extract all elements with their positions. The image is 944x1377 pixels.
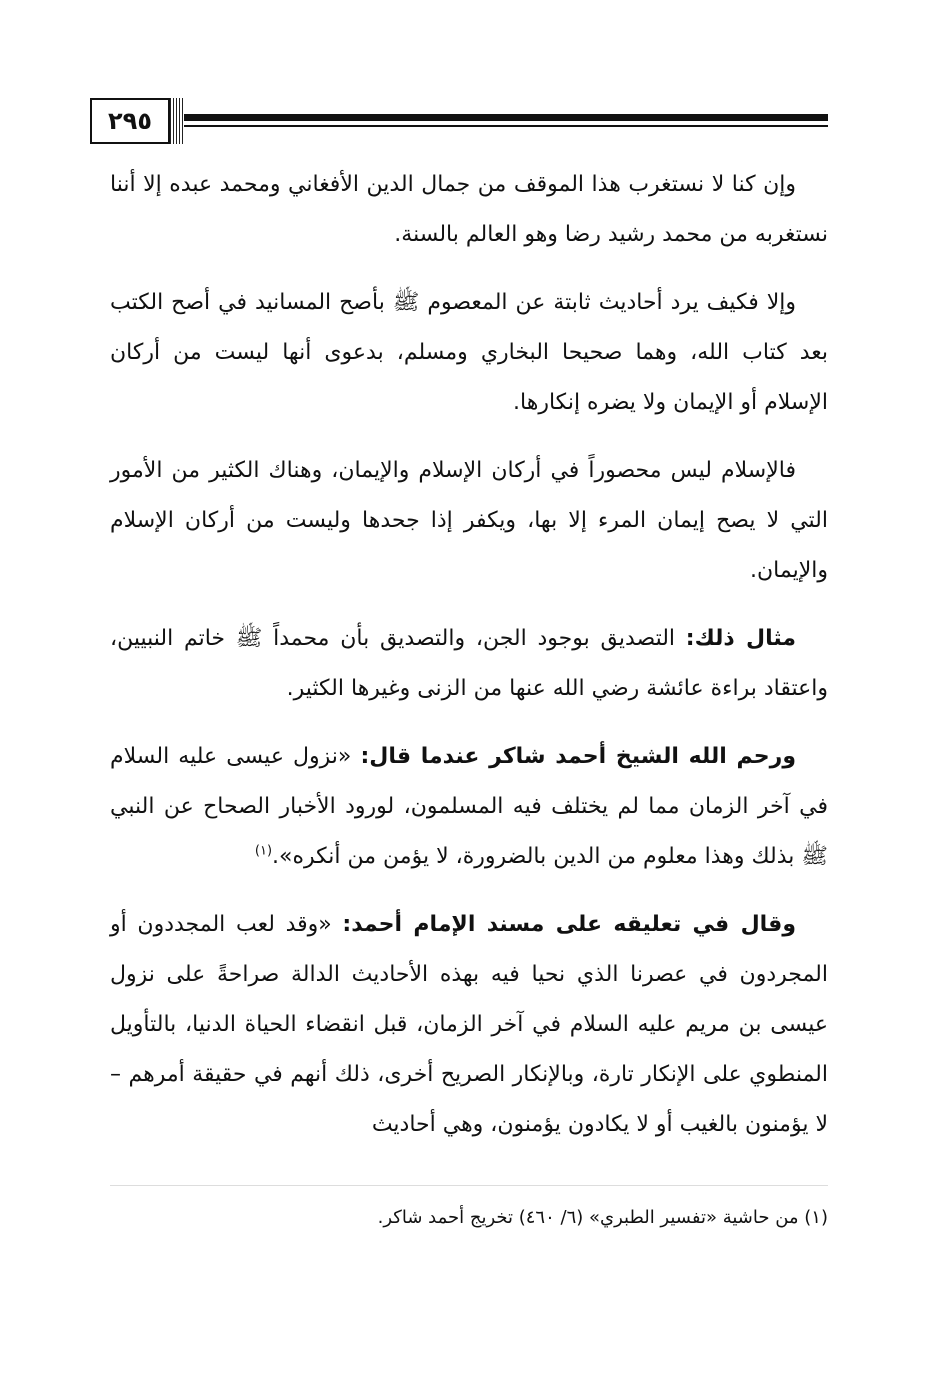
paragraph-text: «نزول عيسى عليه السلام في آخر الزمان مما لم يختلف فيه المسلمون، لورود الأخبار الصحاح عن النبي ﷺ بذلك وهذا معلوم من الدين بالضرورة، لا يؤمن من أنكره». xyxy=(110,744,828,869)
paragraph-1 xyxy=(110,160,828,260)
footnote: (١) من حاشية «تفسير الطبري» (٦/ ٤٦٠) تخريج أحمد شاكر. xyxy=(377,1207,828,1228)
paragraph-lead: وقال في تعليقه على مسند الإمام أحمد: xyxy=(342,912,796,937)
paragraph-5 xyxy=(110,732,828,882)
header-hatch-ornament xyxy=(170,98,184,144)
page-number: ٢٩٥ xyxy=(90,98,170,144)
footnote-reference: (١) xyxy=(254,843,273,859)
main-text xyxy=(110,160,828,1168)
paragraph-text: وإن كنا لا نستغرب هذا الموقف من جمال الدين الأفغاني ومحمد عبده إلا أننا نستغربه من محمد رشيد رضا وهو العالم بالسنة. xyxy=(110,172,828,247)
paragraph-text: فالإسلام ليس محصوراً في أركان الإسلام والإيمان، وهناك الكثير من الأمور التي لا يصح إيمان المرء إلا بها، ويكفر إذا جحدها وليست من أركان الإسلام والإيمان. xyxy=(110,458,828,583)
paragraph-text: التصديق بوجود الجن، والتصديق بأن محمداً ﷺ خاتم النبيين، واعتقاد براءة عائشة رضي الله عنها من الزنى وغيرها الكثير. xyxy=(110,626,828,701)
header-rule-thin xyxy=(184,125,828,127)
footnote-separator xyxy=(110,1185,828,1186)
paragraph-3 xyxy=(110,446,828,596)
paragraph-2 xyxy=(110,278,828,428)
paragraph-4 xyxy=(110,614,828,714)
paragraph-lead: ورحم الله الشيخ أحمد شاكر عندما قال: xyxy=(360,744,796,769)
paragraph-lead: مثال ذلك: xyxy=(685,626,796,651)
paragraph-text: وإلا فكيف يرد أحاديث ثابتة عن المعصوم ﷺ بأصح المسانيد في أصح الكتب بعد كتاب الله، وهما صحيحا البخاري ومسلم، بدعوى أنها ليست من أركان الإسلام أو الإيمان ولا يضره إنكارها. xyxy=(110,290,828,415)
paragraph-6 xyxy=(110,900,828,1150)
header-rule-thick xyxy=(184,114,828,121)
paragraph-text: «وقد لعب المجددون أو المجردون في عصرنا الذي نحيا فيه بهذه الأحاديث الدالة صراحةً على نزول عيسى بن مريم عليه السلام في آخر الزمان، قبل انقضاء الحياة الدنيا، بالتأويل المنطوي على الإنكار تارة، وبالإنكار الصريح أخرى، ذلك أنهم في حقيقة أمرهم – لا يؤمنون بالغيب أو لا يكادون يؤمنون، وهي أحاديث xyxy=(110,912,828,1137)
page-header xyxy=(90,98,828,146)
